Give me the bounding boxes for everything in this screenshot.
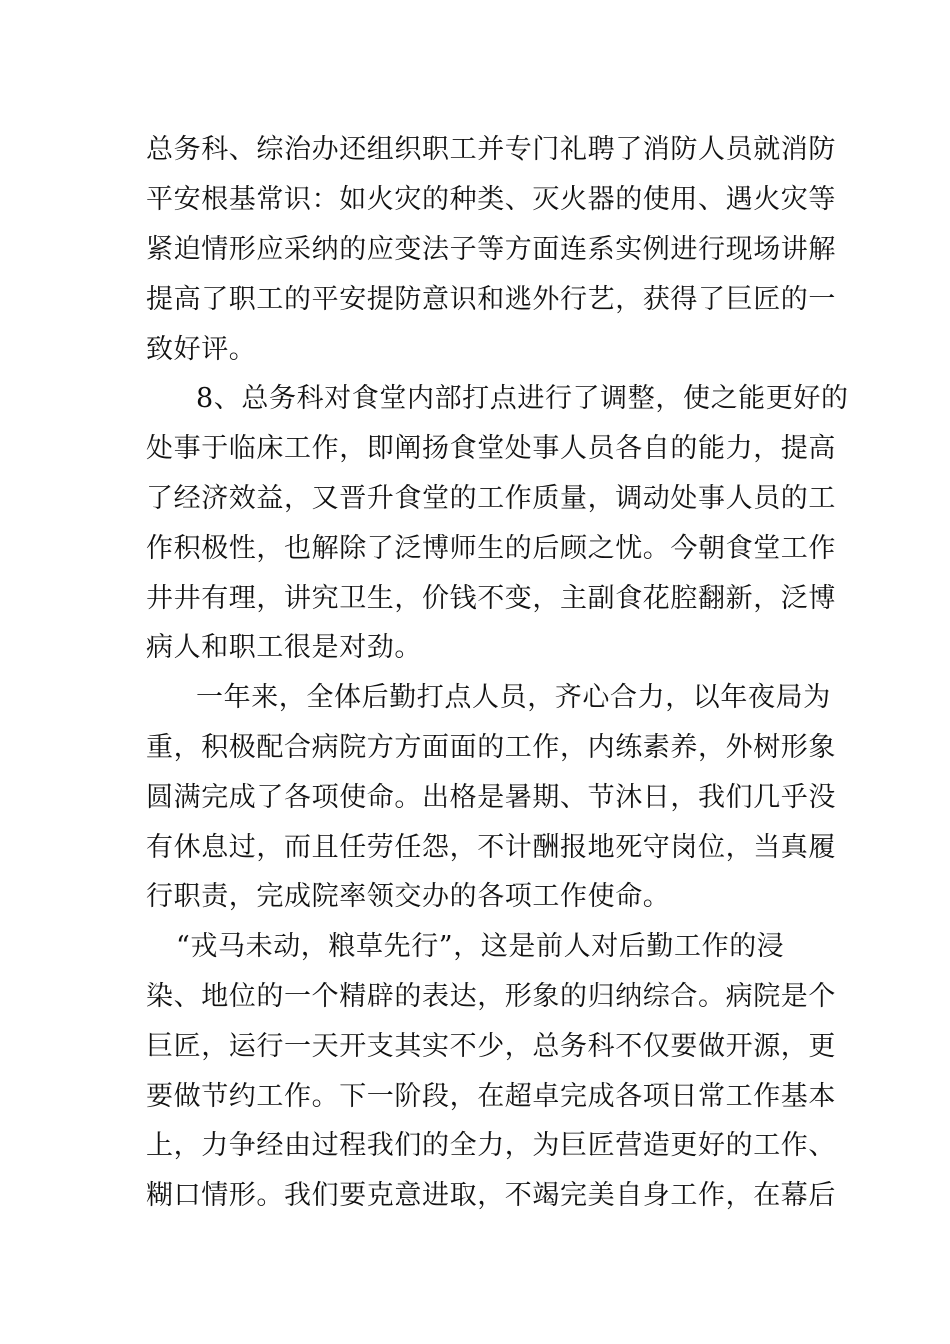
text-line-14: 圆满完成了各项使命。出格是暑期、节沐日，我们几乎没: [146, 782, 836, 813]
text-line-22: 糊口情形。我们要克意进取，不竭完美自身工作，在幕后: [146, 1180, 836, 1211]
text-line-17: “戎马未动，粮草先行”，这是前人对后勤工作的浸: [176, 931, 785, 962]
text-line-19: 巨匠，运行一天开支其实不少，总务科不仅要做开源，更: [146, 1031, 836, 1062]
text-line-12: 一年来，全体后勤打点人员，齐心合力，以年夜局为: [196, 682, 831, 713]
text-line-3: 紧迫情形应采纳的应变法子等方面连系实例进行现场讲解: [146, 234, 836, 265]
text-line-2: 平安根基常识：如火灾的种类、灭火器的使用、遇火灾等: [146, 184, 836, 215]
text-line-4: 提高了职工的平安提防意识和逃外行艺，获得了巨匠的一: [146, 284, 836, 315]
text-line-10: 井井有理，讲究卫生，价钱不变，主副食花腔翻新，泛博: [146, 583, 836, 614]
text-line-20: 要做节约工作。下一阶段，在超卓完成各项日常工作基本: [146, 1081, 836, 1112]
text-line-21: 上，力争经由过程我们的全力，为巨匠营造更好的工作、: [146, 1130, 836, 1161]
text-line-5: 致好评。: [146, 334, 257, 365]
text-line-8: 了经济效益，又晋升食堂的工作质量，调动处事人员的工: [146, 483, 836, 514]
text-line-7: 处事于临床工作，即阐扬食堂处事人员各自的能力，提高: [146, 433, 836, 464]
text-line-11: 病人和职工很是对劲。: [146, 632, 422, 663]
text-line-6: 8、总务科对食堂内部打点进行了调整，使之能更好的: [196, 383, 849, 414]
text-line-15: 有休息过，而且任劳任怨，不计酬报地死守岗位，当真履: [146, 832, 836, 863]
text-line-9: 作积极性，也解除了泛博师生的后顾之忧。今朝食堂工作: [146, 533, 836, 564]
text-line-18: 染、地位的一个精辟的表达，形象的归纳综合。病院是个: [146, 981, 836, 1012]
text-line-16: 行职责，完成院率领交办的各项工作使命。: [146, 881, 671, 912]
text-line-1: 总务科、综治办还组织职工并专门礼聘了消防人员就消防: [146, 134, 836, 165]
text-line-13: 重，积极配合病院方方面面的工作，内练素养，外树形象: [146, 732, 836, 763]
